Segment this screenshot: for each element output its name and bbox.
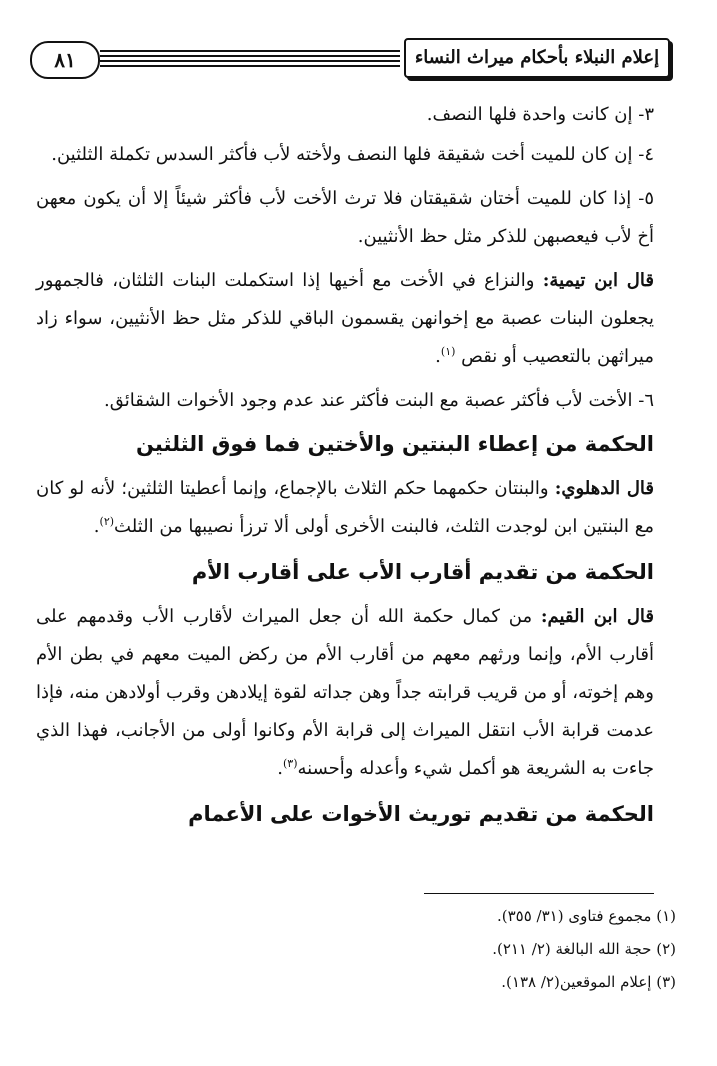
- ibn-taymiyya-quote: [36, 262, 654, 376]
- header-rule: [100, 60, 400, 62]
- quote-end: .: [93, 516, 100, 537]
- footnote: (١) مجموع فتاوى (٣١/ ٣٥٥).: [496, 907, 676, 925]
- footnote: (٢) حجة الله البالغة (٢/ ٢١١).: [492, 940, 676, 958]
- header-rule: [100, 65, 400, 67]
- footnote: (٣) إعلام الموقعين(٢/ ١٣٨).: [501, 973, 676, 991]
- quote-end: .: [277, 758, 283, 779]
- footnote-ref: (٢): [99, 515, 115, 528]
- quote-text: والنزاع في الأخت مع أخيها إذا استكملت البنات الثلثان، فالجمهور يجعلون البنات عصبة مع إخوانهن يقسمون الباقي للذكر مثل حظ الأنثيين، سواء زاد ميراثهن بالتعصيب أو نقص: [36, 270, 654, 367]
- section-heading: الحكمة من تقديم أقارب الأب على أقارب الأم: [191, 560, 654, 584]
- item-4: ٤- إن كان للميت أخت شقيقة فلها النصف ولأخته لأب فأكثر السدس تكملة الثلثين.: [51, 144, 654, 165]
- dahlawi-quote: [36, 470, 654, 546]
- page-number: ٨١: [30, 41, 100, 79]
- footnote-ref: (١): [440, 345, 456, 358]
- quote-speaker: قال ابن القيم:: [540, 606, 654, 627]
- item-3: ٣- إن كانت واحدة فلها النصف.: [426, 104, 654, 125]
- item-5: ٥- إذا كان للميت أختان شقيقتان فلا ترث الأخت لأب فأكثر شيئاً إلا أن يكون معهن أخ لأب فيعصبهن للذكر مثل حظ الأنثيين.: [36, 188, 654, 247]
- quote-speaker: قال الدهلوي:: [554, 478, 654, 499]
- footnote-separator: [424, 893, 654, 894]
- section-heading: الحكمة من تقديم توريث الأخوات على الأعمام: [188, 802, 654, 826]
- item-6: ٦- الأخت لأب فأكثر عصبة مع البنت فأكثر عند عدم وجود الأخوات الشقائق.: [103, 390, 654, 411]
- footnote-ref: (٣): [283, 757, 298, 770]
- quote-end: .: [435, 346, 441, 367]
- footnotes: [380, 900, 676, 999]
- header-rule: [100, 50, 400, 52]
- quote-text: والبنتان حكمهما حكم الثلاث بالإجماع، وإنما أعطيتا الثلثين؛ لأنه لو كان مع البنتين ابن لوجدت الثلث، فالبنت الأخرى أولى ألا ترزأ نصيبها من الثلث: [36, 478, 654, 537]
- quote-speaker: قال ابن تيمية:: [542, 270, 654, 291]
- page-header: [30, 38, 670, 82]
- quote-text: من كمال حكمة الله أن جعل الميراث لأقارب الأب وقدمهم على أقارب الأم، وإنما ورثهم معهم من أقارب الأم من ركض الميت معهم في بطن الأم وهم إخوته، أو من قريب قرابته جداً وهن جداته لقوة إيلادهن وقرب أولادهن منه، فإذا عدمت قرابة الأب انتقل الميراث إلى قرابة الأم وكانوا أولى من الأجانب، فهذا الذي جاءت به الشريعة هو أكمل شيء وأعدله وأحسنه: [35, 606, 654, 779]
- header-rule: [100, 55, 400, 57]
- section-heading: الحكمة من إعطاء البنتين والأختين فما فوق الثلثين: [136, 432, 654, 456]
- ibn-qayyim-quote: [36, 598, 654, 788]
- book-title: إعلام النبلاء بأحكام ميراث النساء: [404, 38, 670, 78]
- page-body: [36, 96, 654, 840]
